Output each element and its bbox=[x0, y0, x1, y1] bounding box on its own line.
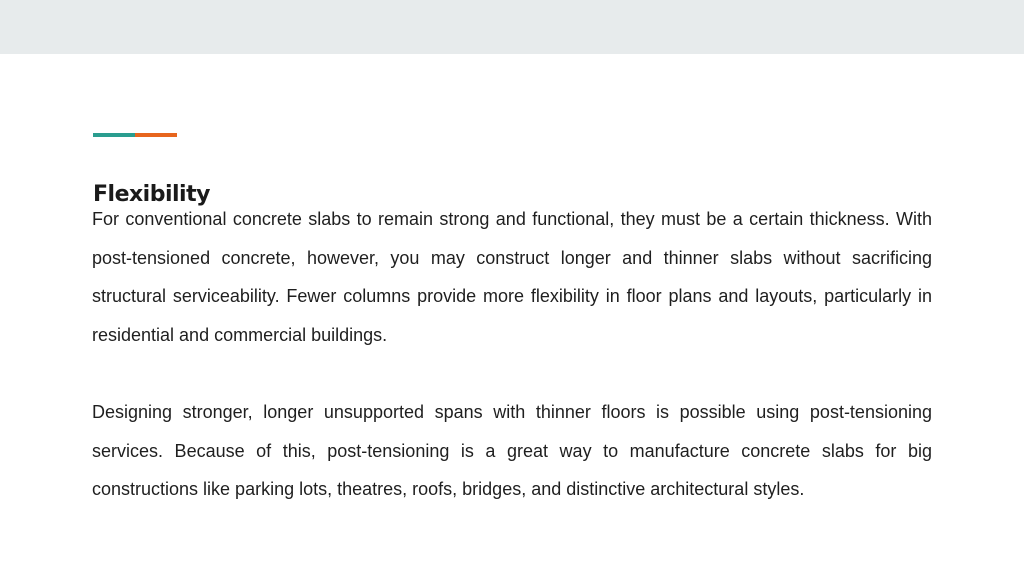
accent-line-orange bbox=[135, 133, 177, 137]
accent-line-teal bbox=[93, 133, 135, 137]
top-bar bbox=[0, 0, 1024, 54]
slide-heading: Flexibility bbox=[93, 182, 210, 207]
body-paragraph-1: For conventional concrete slabs to remain strong and functional, they must be a certain thickness. With post-tensioned concrete, however, you may construct longer and thinner slabs without sacrificing structural serviceability. Fewer columns provide more flexibility in floor plans and layouts, particularly in residential and commercial buildings. bbox=[92, 209, 932, 345]
body-paragraph-2: Designing stronger, longer unsupported spans with thinner floors is possible using post-tensioning services. Because of this, post-tensioning is a great way to manufacture concrete slabs for big constructions like parking lots, theatres, roofs, bridges, and distinctive architectural styles. bbox=[92, 402, 932, 499]
